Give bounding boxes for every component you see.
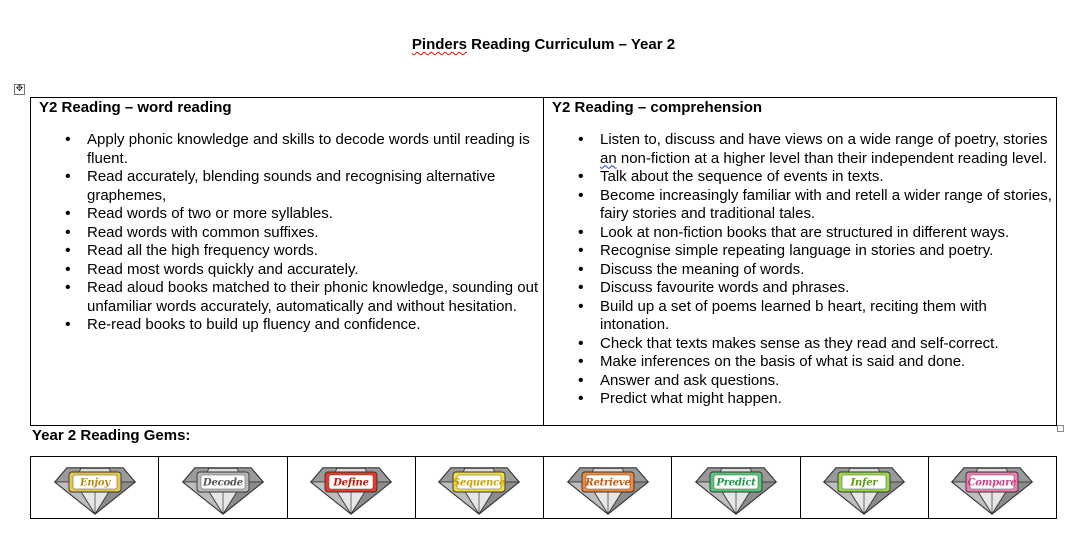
list-item: • Become increasingly familiar with and retell a wider range of stories, fairy stories and traditional tales. <box>600 187 1056 224</box>
comprehension-cell[interactable] <box>544 98 1057 426</box>
comprehension-list <box>552 131 1056 409</box>
gem-label: Retrieve <box>584 477 631 488</box>
word-reading-list <box>39 131 543 335</box>
list-item: • Answer and ask questions. <box>600 372 1056 391</box>
gems-heading: Year 2 Reading Gems: <box>32 427 191 444</box>
list-item: • Discuss favourite words and phrases. <box>600 279 1056 298</box>
gem-cell-retrieve <box>544 457 672 519</box>
word-reading-heading: Y2 Reading – word reading <box>39 99 232 116</box>
list-item: • Read all the high frequency words. <box>87 242 543 261</box>
list-item: • Read aloud books matched to their phonic knowledge, sounding out unfamiliar words accurately, automatically and without hesitation. <box>87 279 543 316</box>
list-item: • Read words of two or more syllables. <box>87 205 543 224</box>
gem-infer-icon <box>822 460 906 516</box>
list-item: • Read most words quickly and accurately. <box>87 261 543 280</box>
list-item: • Build up a set of poems learned b heart, reciting them with intonation. <box>600 298 1056 335</box>
gem-compare-icon <box>950 460 1034 516</box>
reading-gems-table <box>30 456 1057 519</box>
gem-label: Sequence <box>453 477 506 488</box>
gem-cell-decode <box>159 457 287 519</box>
comprehension-heading: Y2 Reading – comprehension <box>552 99 763 116</box>
gem-predict-icon <box>694 460 778 516</box>
list-item: • Predict what might happen. <box>600 390 1056 409</box>
gem-label: Enjoy <box>79 477 110 488</box>
gem-label: Predict <box>716 477 756 488</box>
gem-label: Define <box>333 477 369 488</box>
gem-define-icon <box>309 460 393 516</box>
gem-label: Compare <box>967 477 1017 488</box>
gem-enjoy-icon <box>53 460 137 516</box>
gem-cell-define <box>287 457 415 519</box>
page-title <box>0 36 1087 53</box>
title-prefix: Pinders <box>411 36 467 53</box>
list-item: • Make inferences on the basis of what is said and done. <box>600 353 1056 372</box>
gem-decode-icon <box>181 460 265 516</box>
list-item: • Check that texts makes sense as they read and self-correct. <box>600 335 1056 354</box>
gem-cell-predict <box>672 457 800 519</box>
list-item: • Re-read books to build up fluency and confidence. <box>87 316 543 335</box>
gem-retrieve-icon <box>566 460 650 516</box>
gem-cell-enjoy <box>31 457 159 519</box>
gem-cell-compare <box>928 457 1056 519</box>
table-resize-handle[interactable] <box>1057 425 1064 432</box>
gem-cell-sequence <box>415 457 543 519</box>
spelling-flag: an <box>600 149 617 167</box>
list-item: • Listen to, discuss and have views on a wide range of poetry, stories an non-fiction at a higher level than their independent reading level. <box>600 131 1056 168</box>
word-reading-cell[interactable] <box>31 98 544 426</box>
title-rest: Reading Curriculum – Year 2 <box>466 36 676 53</box>
gem-sequence-icon <box>437 460 521 516</box>
list-item: • Talk about the sequence of events in texts. <box>600 168 1056 187</box>
gem-label: Decode <box>202 477 243 488</box>
list-item: • Recognise simple repeating language in stories and poetry. <box>600 242 1056 261</box>
list-item: • Read words with common suffixes. <box>87 224 543 243</box>
gem-label: Infer <box>850 477 878 488</box>
reading-curriculum-table <box>30 97 1057 426</box>
list-item: • Look at non-fiction books that are structured in different ways. <box>600 224 1056 243</box>
list-item: • Discuss the meaning of words. <box>600 261 1056 280</box>
table-move-handle-icon[interactable]: ✥ <box>15 84 24 94</box>
gem-cell-infer <box>800 457 928 519</box>
list-item: • Apply phonic knowledge and skills to decode words until reading is fluent. <box>87 131 543 168</box>
list-item: • Read accurately, blending sounds and recognising alternative graphemes, <box>87 168 543 205</box>
